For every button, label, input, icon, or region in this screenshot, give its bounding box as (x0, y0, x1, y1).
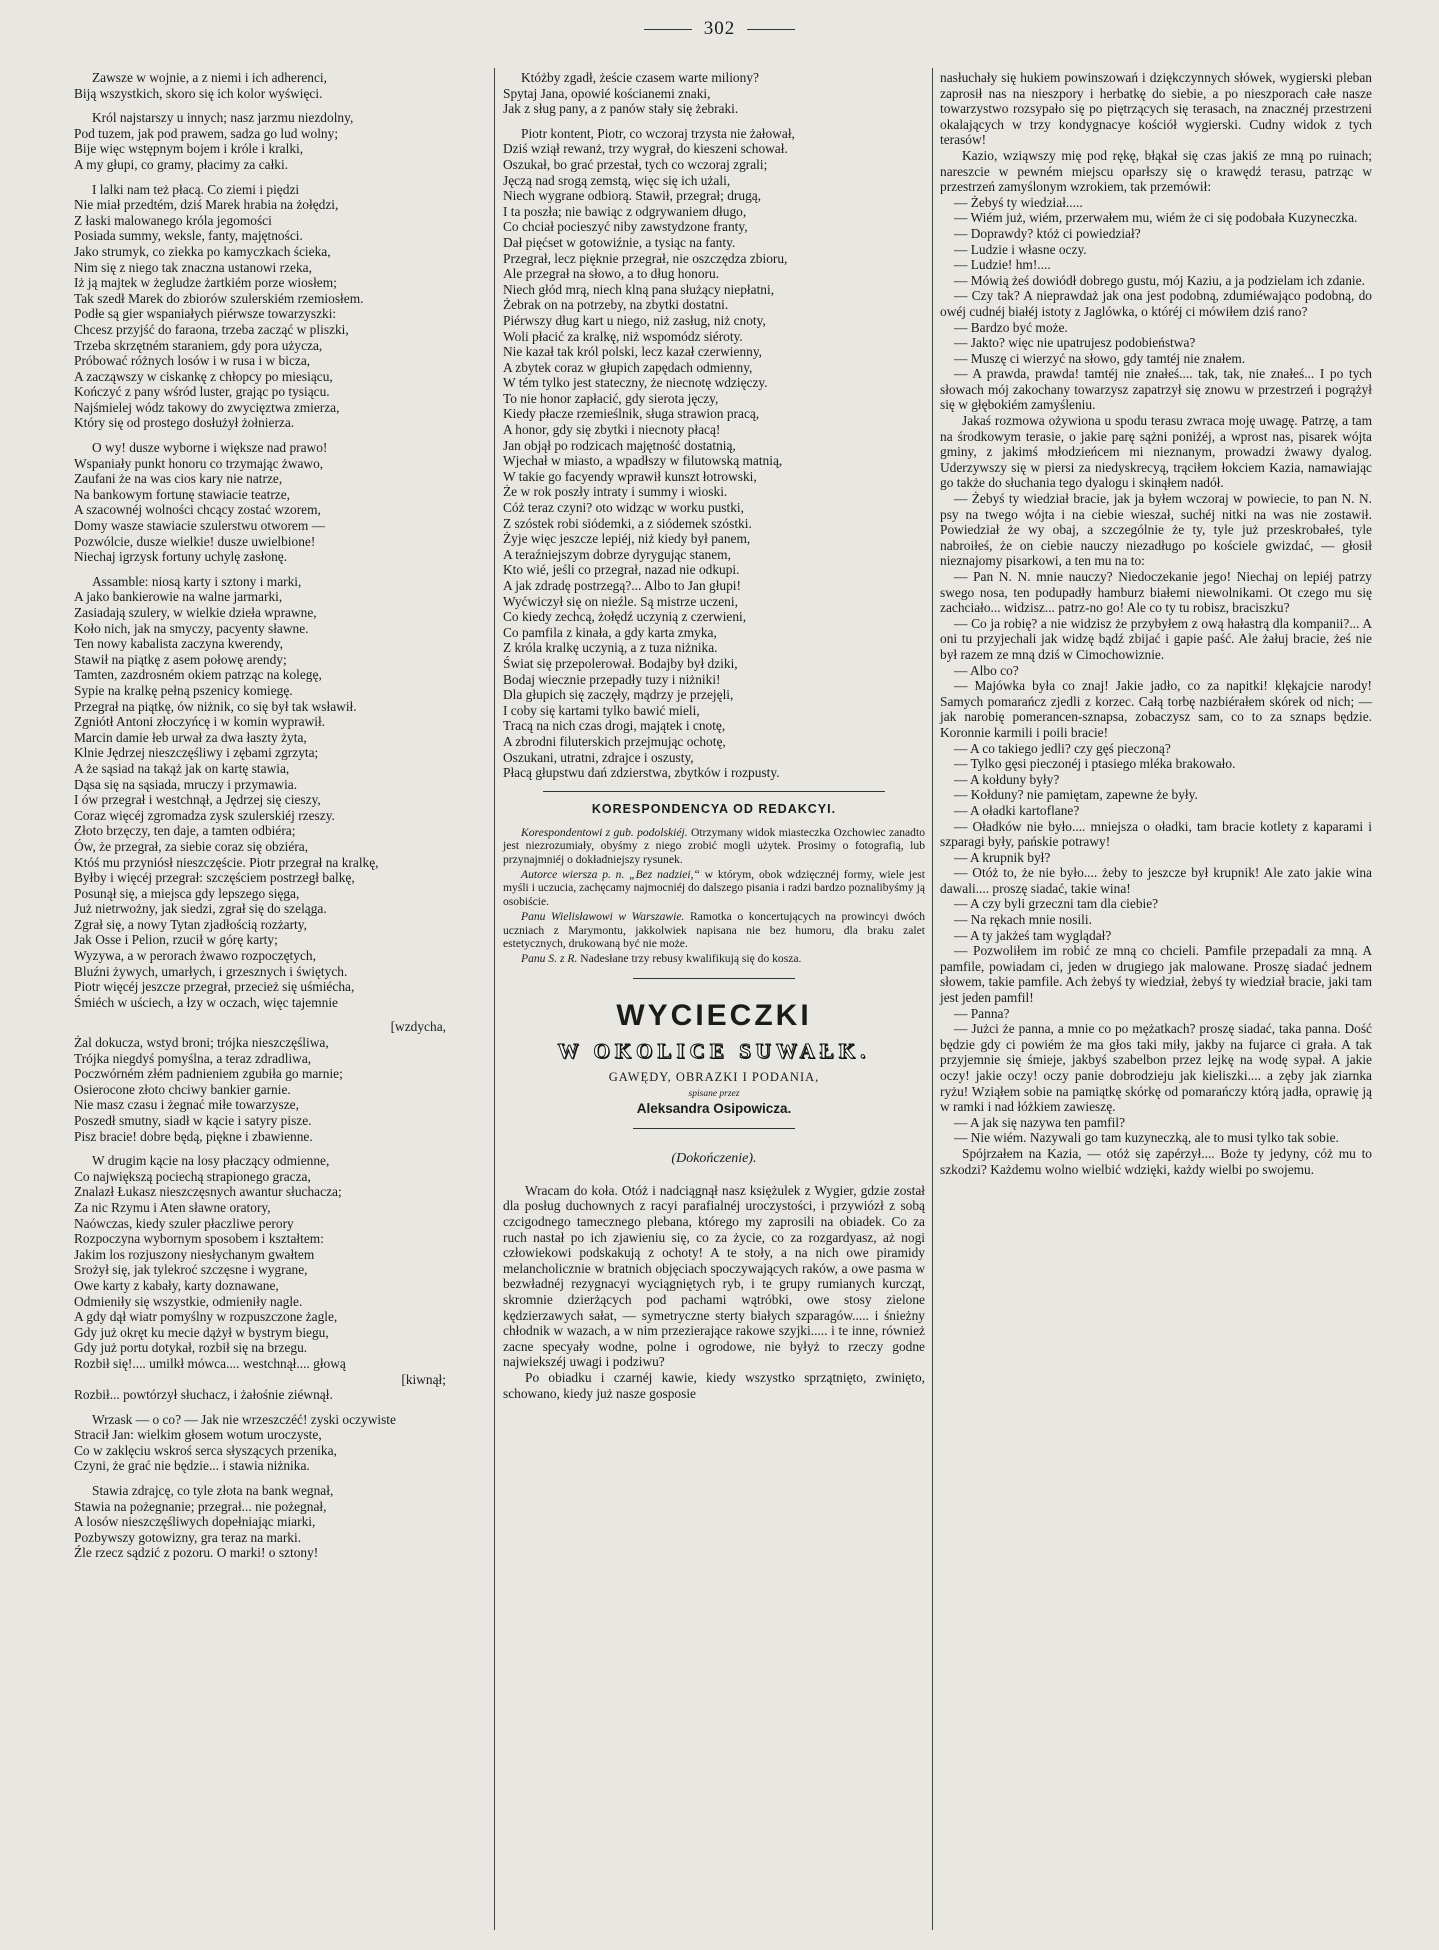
correspondence-addressee: Korespondentowi z gub. podolskiéj. (521, 825, 688, 839)
poem-line: A gdy dął wiatr pomyślny w rozpuszczone żagle, (74, 1309, 338, 1325)
article-title: WYCIECZKI (616, 998, 812, 1032)
poem-line: Wspaniały punkt honoru co trzymając żwawo, (74, 455, 324, 471)
dialogue-line: — Ludzie i własne oczy. (954, 241, 1087, 257)
dialogue-line: — A czy byli grzeczni tam dla ciebie? (954, 896, 1159, 912)
article-author: Aleksandra Osipowicza. (636, 1100, 792, 1116)
correspondence-addressee: Autorce wiersza p. n. „Bez nadziei,“ (521, 867, 700, 881)
poem-line: Wyzywa, a w perorach żwawo rozpoczętych, (74, 948, 316, 964)
poem-line: Tak szedł Marek do zbiorów szulerskiém rzemiosłem. (74, 290, 364, 306)
poem-line: Osierocone złoto chciwy bankier garnie. (74, 1081, 291, 1097)
poem-line: Poszedł smutny, siadł w kącie i satyry pisze. (74, 1113, 312, 1128)
poem-line: Biją wszystkich, skoro się ich kolor wyświęci. (74, 85, 323, 101)
dialogue-line: — Żebyś ty wiedział..... (954, 194, 1083, 210)
poem-stanza (74, 1153, 486, 1403)
poem-line: Nie miał przedtém, dziś Marek hrabia na żołędzi, (74, 197, 339, 213)
poem-line: Rozpoczyna wybornym sposobem i kształtem: (74, 1231, 324, 1247)
poem-line: Dziś wziął rewanż, trzy wygrał, do kieszeni schował. (503, 141, 788, 157)
poem-line: Zaufani że na was cios kary nie natrze, (74, 471, 283, 487)
column-2-poem (503, 70, 925, 781)
poem-line: Śmiéch w uściech, a łzy w oczach, więc tajemnie (74, 994, 338, 1010)
poem-line: Że w rok poszły intraty i summy i wioski. (503, 484, 728, 500)
correspondence-notes (503, 826, 925, 966)
poem-line: Bluźni żywych, umarłych, i grzesznych i świętych. (74, 963, 348, 979)
dialogue-line: — Panna? (954, 1005, 1010, 1021)
dialogue-line: — Na rękach mnie nosili. (954, 912, 1092, 928)
poem-line: Za nic Rzymu i Aten sławne oratory, (74, 1199, 271, 1215)
poem-line: Piotr więcéj jeszcze przegrał, przecież się uśmiécha, (74, 979, 355, 995)
dialogue-line: — Wiém już, wiém, przerwałem mu, wiém że ci się podobała Kuzyneczka. (954, 210, 1358, 226)
poem-line: Kiedy płacze rzemieślnik, sługa strawion pracą, (503, 406, 760, 422)
poem-line: Z szóstek robi siódemki, a z siódemek szóstki. (503, 515, 752, 531)
poem-line: Znalazł Łukasz nieszczęsnych awantur słuchacza; (74, 1184, 342, 1200)
poem-line: Próbować różnych losów i w rusa i w bicza, (74, 353, 311, 369)
column-rule-2 (932, 68, 933, 1930)
poem-line: Co największą pociechą strapionego gracza, (74, 1168, 311, 1184)
poem-line: W takie go facyendy wprawił kunszt łotrowski, (503, 468, 757, 484)
poem-line: Przegrał, lecz pięknie przegrał, nie oszczędza zbioru, (503, 250, 788, 266)
poem-line: Pisz bracie! dobre będą, piękne i zbawienne. (74, 1128, 313, 1144)
poem-line: A honor, gdy się zbytki i niecnoty płacą! (503, 422, 721, 438)
poem-line: Świat się przepolerował. Bodajby był dziki, (503, 655, 738, 671)
poem-stanza (74, 110, 486, 172)
poem-line: Jęczą nad srogą zemstą, więc się ich użali, (503, 172, 731, 188)
dialogue-line: — Pan N. N. mnie nauczy? Niedoczekanie jego! Niechaj on lepiéj patrzy swego nosa, ten podupadły hamburz białemi niewolnikami. Ot czego mu się zachciało... widzisz... patrz-no go! Ale co ty tu robisz, braciszku? (940, 569, 1372, 616)
continuation-note: (Dokończenie). (671, 1150, 757, 1166)
poem-line: Wjechał w miasto, a wpadłszy w filutowską matnią, (503, 453, 783, 469)
article-text-start (503, 1183, 925, 1401)
column-rule-1 (494, 68, 495, 1930)
poem-line: To nie honor zapłacić, gdy sierota jęczy, (503, 390, 719, 406)
dialogue-line: — Muszę ci wierzyć na słowo, gdy tamtéj nie znałem. (954, 350, 1246, 366)
poem-stanza (74, 574, 486, 1011)
article-paragraph: Wracam do koła. Otóż i nadciągnął nasz księżulek z Wygier, gdzie został dla posług duchownych z racyi parafialnéj uroczystości, i przywiózł z sobą czcigodnego tamecznego plebana, którego my zaprosili na obiadek. Co za ruch nastał po ich zjawieniu się, co za życie, co za rozgardyasz, aż nogi człowiekowi podskakują z ochoty! A te stoły, a na nich owe piramidy melancholicznie w bratnich objęciach spoczywających raków, a owe pasma w bezwładnéj rezygnacyi wyciągniętych ryb, i te grupy rumianych kurcząt, skromnie dzierżących pod pachami wątróbki, owe stosy zielone kędzierzawych sałat, — symetryczne sterty białych szparagów..... i śnieżny chłodnik w wazach, a w nim przezierające rakowe szyjki..... i te inne, również zacne specyały wodne, polne i ogrodowe, nie byłyż to rzeczy godne najwiekszéj uwagi i podziwu? (503, 1182, 925, 1370)
poem-line: Pozwólcie, dusze wielkie! dusze uwielbione! (74, 533, 316, 549)
poem-line: Oszukał, bo grać przestał, tych co wczoraj zgrali; (503, 156, 768, 172)
poem-line: A losów nieszczęśliwych dopełniając miarki, (74, 1514, 316, 1530)
dialogue-line: — A co takiego jedli? czy gęś pieczoną? (954, 740, 1171, 756)
poem-line: Któżby zgadł, żeście czasem warte miliony? (521, 70, 759, 85)
poem-line: W drugim kącie na losy płaczący odmienne, (92, 1153, 330, 1169)
poem-line: Zgniótł Antoni złoczyńcę i w komin wyprawił. (74, 714, 326, 730)
poem-line: Bije więc wstępnym bojem i króle i kralki, (74, 141, 304, 157)
poem-line: Cóż teraz czyni? oto widząc w worku pustki, (503, 500, 744, 516)
poem-line: Wyćwiczył się on nieźle. Są mistrze uczeni, (503, 593, 738, 609)
dialogue-line: — Nie wiém. Nazywali go tam kuzyneczką, ale to musi tylko tak sobie. (954, 1130, 1339, 1146)
poem-line: Nie kazał tak król polski, lecz kazał czerwienny, (503, 344, 763, 360)
poem-line: Kto wié, jeśli co przegrał, nazad nie odkupi. (503, 562, 740, 578)
poem-line: A zbytek coraz w głupich zapędach odmienny, (503, 359, 753, 375)
poem-line: Gdy już portu dotykał, rozbił się na brzegu. (74, 1340, 308, 1356)
correspondence-addressee: Panu S. z R. (521, 952, 578, 966)
poem-line: Wrzask — o co? — Jak nie wrzeszczéć! zyski oczywiste (92, 1411, 396, 1427)
poem-line: Sypie na kralkę pełną pszenicy komiegę. (74, 682, 293, 698)
dialogue-line: — A krupnik był? (954, 849, 1051, 865)
dialogue-line: — Otóż to, że nie było.... żeby to jeszcze był krupnik! Ale zato jakie wina dawali.... proszę siadać, takie wina! (940, 865, 1372, 896)
article-paragraph: Kazio, wziąwszy mię pod rękę, błąkał się czas jakiś ze mną po ruinach; nareszcie w pewném miejscu oparłszy się o krawędź terasu, patrząc w przestrzeń zamyślonym wzrokiem, tak przemówił: (940, 147, 1372, 195)
poem-line: Naówczas, kiedy szuler płaczliwe perory (74, 1215, 294, 1231)
folio-dash-left (644, 29, 692, 30)
poem-line: Stracił Jan: wielkim głosem wotum uroczyste, (74, 1427, 322, 1443)
poem-line: Jakim los rozjuszony niesłychanym gwałtem (74, 1246, 315, 1262)
poem-line: Najśmielej wódz takowy do zwycięztwa zmierza, (74, 399, 340, 415)
poem-line: Stawił na piątkę z asem połowę arendy; (74, 651, 287, 667)
correspondence-note (503, 910, 925, 950)
dialogue-line: — Majówka była co znaj! Jakie jadło, co za napitki! klękajcie narody! Samych pomarańcz zjedli z korzec. Całą torbę nazbiérałem skórek od nich; — jak narobię pomerancen-sznapsa, zobaczysz sam, co to za sznaps będzie. Koronnie karmili i poili bracie! (940, 678, 1372, 740)
poem-line: I ów przegrał i westchnął, a Jędrzej się cieszy, (74, 792, 321, 808)
dialogue-line: — Oładków nie było.... mniejsza o oładki, tam bracie kotlety z kaparami i szparagi były, pańskie potrawy! (940, 818, 1372, 850)
poem-line: Ten nowy kabalista zaczyna kwerendy, (74, 636, 284, 652)
article-title-decorative: W OKOLICE SUWAŁK. (557, 1038, 871, 1063)
poem-line: Bodaj wiecznie przepadły tuzy i niżniki! (503, 671, 721, 687)
poem-line: A zbrodni filuterskich przejmując ochotę, (503, 733, 726, 749)
correspondence-text: Ramotka o koncertujących na prowincyi dwóch uczniach z Marymontu, jakkolwiek napisana nie bez humoru, dla braku zalet estetycznych, drukowaną być nie może. (503, 910, 925, 950)
poem-line: Żal dokucza, wstyd broni; trójka nieszczęśliwa, (74, 1035, 329, 1051)
poem-stanza (74, 70, 486, 101)
poem-line: W tém tylko jest stateczny, że niecnotę wdzięczy. (503, 375, 768, 391)
poem-line: Jako strumyk, co ziekka po kamyczkach ścieka, (74, 243, 331, 259)
title-divider (633, 1128, 795, 1129)
poem-line: Iż ją majtek w żegludze żartkiém porze wiosłem; (74, 275, 337, 291)
dialogue-line: — Pozwoliłem im robić ze mną co chcieli. Pamfile przepadali za mną. A pamfile, powiadam ci, jeden w drugiego jak malowane. Proszę siadać jednem słowem, takie pamfile. Ach żebyś ty wiedział, żebyś ty wiedział bracie, jaki tam jest jeden pamfil! (940, 943, 1372, 1006)
poem-stanza (74, 440, 486, 565)
poem-line: A szacownéj wolności chcący zostać wzorem, (74, 502, 321, 518)
poem-line: [kiwnął; (401, 1371, 446, 1387)
poem-line: Domy wasze stawiacie szulerstwu otworem — (74, 518, 326, 534)
poem-line: Podłe są gier wspaniałych piérwsze towarzyszki: (74, 306, 337, 322)
article-paragraph: nasłuchały się hukiem powinszowań i dziękczynnych słówek, wygierski pleban zaprosił nas na nieszpory i herbatkę do siebie, a po nieszporach całe nasze towarzystwo rozsypało się po piętrzących się terasach, na znacznéj przestrzeni okalających w trzy kondygnacye kościół wygierski. Cudny widok z tych terasów! (940, 70, 1372, 148)
poem-line: Niech głód mrą, niech klną pana służący niepłatni, (503, 281, 775, 297)
column-3-article-text (940, 70, 1372, 1177)
poem-stanza (74, 182, 486, 432)
poem-stanza (74, 1019, 486, 1144)
dialogue-line: — Doprawdy? któż ci powiedział? (954, 225, 1141, 241)
poem-line: Który się od prostego dosłużył żołnierza. (74, 415, 295, 431)
poem-line: Tamten, zazdrosném okiem patrząc na kolegę, (74, 667, 322, 683)
poem-line: Na bankowym fortunę stawiacie teatrze, (74, 486, 291, 502)
dialogue-line: — Jakto? więc nie upatrujesz podobieństwa? (954, 335, 1196, 351)
poem-line: Pozbywszy gotowizny, gra teraz na marki. (74, 1529, 302, 1545)
poem-stanza (74, 1483, 486, 1561)
section-divider-short (633, 978, 795, 979)
section-divider (543, 791, 885, 792)
page-number: 302 (0, 18, 1439, 40)
poem-line: Dał pięćset w gotowiźnie, a tysiąc na fanty. (503, 234, 736, 250)
poem-line: A że sąsiad na takąż jak on kartę stawia, (74, 760, 290, 776)
article-paragraph: Po obiadku i czarnéj kawie, kiedy wszystko sprzątnięto, zwinięto, schowano, kiedy już nasze gosposie (503, 1369, 925, 1401)
poem-line: Stawia zdrajcę, co tyle złota na bank wegnał, (92, 1483, 334, 1499)
poem-line: Trzeba skrzętném staraniem, gdy pora użycza, (74, 337, 323, 353)
poem-line: Klnie Jędrzej nieszczęśliwy i zębami zgrzyta; (74, 745, 319, 761)
dialogue-line: — A kołduny były? (954, 771, 1060, 787)
poem-line: Źle rzecz sądzić z pozoru. O marki! o sztony! (74, 1545, 319, 1561)
poem-line: Nim się z niego tak znaczna ustanowi rzeka, (74, 259, 312, 275)
poem-line: Co chciał pocieszyć niby zawstydzone franty, (503, 219, 748, 235)
correspondence-text: Otrzymany widok miasteczka Ozchowiec zanadto jest niezrozumiały, obyśmy z niego zrobić mogli użytek. Prosimy o fotografią, lub przynajmniéj o dokładniejszy rysunek. (503, 825, 925, 866)
dialogue-line: — Kołduny? nie pamiętam, zapewne że były. (954, 787, 1198, 803)
poem-line: A jako bankierowie na walne jarmarki, (74, 589, 283, 605)
correspondence-note (503, 868, 925, 908)
dialogue-line: — A jak się nazywa ten pamfil? (954, 1114, 1126, 1130)
dialogue-line: — Jużci że panna, a mnie co po mężatkach? proszę siadać, taka panna. Dość będzie gdy ci powiém że ma głos taki miły, jakby na fujarce ci grała. A tak przyjemnie się śmieje, jakbyś szabelbon przez lejkę na wodę sypał. A jakie oczy! jakie oczy! oczy panie dobrodzieju jak kieliszki.... a zęby jak ziarnka ryżu! Wziąłem sobie na pamiątkę skórkę od pomarańczy którą jadła, oprawię ją w ramki i nad łóżkiem zawieszę. (940, 1021, 1372, 1115)
article-subtitle: GAWĘDY, OBRAZKI I PODANIA, (608, 1069, 820, 1084)
poem-line: Zgrał się, a nowy Tytan zjadłością rozżarty, (74, 916, 307, 932)
article-paragraph: Spójrzałem na Kazia, — otóż się zapérzył.... Boże ty jedyny, cóż mu to szkodzi? Każdemu wolno wielbić wdzięki, każdy wielbi po swojemu. (940, 1145, 1372, 1177)
poem-line: A zacząwszy w ciskankę z chłopcy po miesiącu, (74, 368, 333, 384)
poem-line: Nie masz czasu i żegnać miłe towarzysze, (74, 1097, 299, 1113)
poem-line: Z króla kralkę uczynią, a z tuza niżnika. (503, 640, 718, 656)
poem-line: Ale przegrał na słowo, a to dług honoru. (503, 266, 720, 282)
poem-line: Koło nich, jak na smyczy, pacyenty sławne. (74, 620, 309, 636)
correspondence-text: Nadesłane trzy rebusy kwalifikują się do kosza. (577, 952, 802, 966)
poem-line: A jak zdradę postrzegą?... Albo to Jan głupi! (503, 578, 741, 593)
poem-line: Chcesz przyjść do faraona, trzeba zacząć w pliszki, (74, 321, 349, 337)
poem-line: Co w zaklęciu wskroś serca słyszących przenika, (74, 1442, 337, 1458)
poem-stanza (503, 70, 925, 117)
dialogue-line: — Czy tak? A nieprawdaż jak ona jest podobną, zdumiéwająco podobną, do owéj cudnéj białéj istoty z Jaglówka, o któréj ci mówiłem dziś rano? (940, 288, 1372, 319)
dialogue-line: — A oładki kartoflane? (954, 802, 1080, 818)
dialogue-line: — Bardzo być może. (954, 319, 1068, 335)
poem-line: Posunął się, a miejsca gdy lepszego sięga, (74, 885, 300, 901)
dialogue-line: — Co ja robię? a nie widzisz że przybyłem z ową hałastrą dla kompanii?... A oni tu przyjechali jak widzę bądź zbijać i gapie paść. Ale żałuj bracie, żeś nie był razem ze mną dziś w Cimochowiznie. (940, 615, 1372, 662)
poem-line: I ta poszła; nie bawiąc z odgrywaniem długo, (503, 203, 747, 219)
poem-line: Spytaj Jana, opowié kościanemi znaki, (503, 85, 711, 101)
poem-line: Pod tuzem, jak pod prawem, sadza go lud wolny; (74, 125, 339, 141)
dialogue-line: — A ty jakżeś tam wyglądał? (954, 927, 1112, 943)
poem-line: I coby się kartami tylko bawić mieli, (503, 702, 700, 718)
article-byline-prefix: spisane przez (688, 1088, 740, 1099)
poem-line: Rozbił... powtórzył słuchacz, i żałośnie ziéwnął. (74, 1387, 333, 1403)
poem-line: Srożył się, jak tylekroć szczęsne i wygrane, (74, 1262, 308, 1278)
correspondence-addressee: Panu Wielisławowi w Warszawie. (521, 910, 685, 924)
poem-line: Odmieniły się wszystkie, odmieniły nagle. (74, 1293, 303, 1309)
poem-line: O wy! dusze wyborne i większe nad prawo! (92, 440, 328, 456)
poem-line: Zasiadają szulery, w wielkie dzieła wprawne, (74, 605, 317, 620)
correspondence-note (503, 826, 925, 866)
poem-line: Tracą na nich czas drogi, majątek i cnotę, (503, 718, 726, 734)
poem-line: Kończyć z pany wśród luster, grając po tysiącu. (74, 384, 330, 400)
poem-line: Któś mu przyniósł nieszczęście. Piotr przegrał na kralkę, (74, 854, 379, 870)
column-2 (503, 70, 925, 1401)
poem-line: [wzdycha, (390, 1019, 446, 1035)
dialogue-line: — Tylko gęsi pieczonéj i ptasiego mléka brakowało. (954, 756, 1236, 772)
dialogue-line: — Żebyś ty wiedział bracie, jak ja byłem wczoraj w powiecie, to pan N. N. psy na twego wójta i na ciebie wieszał, suchéj nitki na was nie zostawił. Powiedział że wy obaj, a szczególnie że ty, tyle już przeskrobałeś, tyle nabroiłeś, że on ciebie nauczy niezadługo po kościele gwizdać, — głosił nieznajomy pisarkowi, a ten mu na to: (940, 491, 1372, 569)
poem-line: Rozbił się!.... umilkł mówca.... westchnął.... głową (74, 1355, 346, 1371)
folio-dash-right (747, 29, 795, 30)
poem-line: Złoto brzęczy, ten daje, a tamten odbiéra; (74, 823, 296, 839)
poem-line: Byłby i więcéj przegrał: szczęściem postrzegł balkę, (74, 870, 355, 886)
poem-line: Jak z sług pany, a z panów stały się żebraki. (503, 101, 739, 117)
poem-line: Oszukani, utratni, zdrajce i oszusty, (503, 749, 694, 765)
dialogue-line: — Albo co? (954, 662, 1019, 678)
poem-line: A my głupi, co gramy, płacimy za całki. (74, 156, 289, 172)
poem-line: Już nietrwożny, jak siedzi, zgrał się do szeląga. (74, 901, 327, 917)
poem-line: Zawsze w wojnie, a z niemi i ich adherenci, (92, 70, 327, 85)
poem-line: Poczwórném złém padnieniem zgubiła go marnie; (74, 1066, 343, 1082)
correspondence-note (503, 952, 925, 965)
poem-line: Marcin damie łeb urwał za dwa łaszty żyta, (74, 729, 307, 745)
poem-line: Ów, że przegrał, za siebie coraz się obziéra, (74, 838, 309, 854)
poem-line: Woli płacić za kralkę, niż wspomódz siéroty. (503, 328, 743, 344)
dialogue-line: — Ludzie! hm!.... (954, 257, 1051, 273)
poem-line: Żebrak on na potrzeby, na zbytki dostatni. (503, 297, 729, 313)
poem-line: Niechaj igrzysk fortuny uchylę zasłonę. (74, 549, 288, 565)
poem-line: Żyje więc jeszcze lepiéj, niż kiedy był panem, (503, 531, 751, 547)
poem-line: Co pamfila z kinała, a gdy karta zmyka, (503, 624, 717, 640)
poem-line: Posiada summy, weksle, fanty, majętności. (74, 228, 303, 244)
poem-stanza (74, 1412, 486, 1474)
poem-line: Stawia na pożegnanie; przegrał... nie pożegnał, (74, 1498, 327, 1514)
poem-line: I lalki nam też płacą. Co ziemi i piędzi (92, 181, 300, 197)
poem-line: Piérwszy dług kart u niego, niż zasług, niż cnoty, (503, 312, 766, 328)
poem-line: Trójka niegdyś pomyślna, a teraz zdradliwa, (74, 1050, 312, 1066)
dialogue-line: — Mówią żeś dowiódł dobrego gustu, mój Kaziu, a ja podzielam ich zdanie. (954, 272, 1365, 288)
poem-line: Niech wygrane odbiorą. Stawił, przegrał; drugą, (503, 188, 762, 204)
correspondence-heading: KORESPONDENCYA OD REDAKCYI. (591, 801, 837, 816)
poem-line: Przegrał na piątkę, ów niżnik, co się był tak wsławił. (74, 698, 357, 714)
poem-line: A teraźniejszym dobrze dyrygując stanem, (503, 546, 731, 562)
poem-line: Coraz więcéj zgromadza zysk szulerskiéj rzeszy. (74, 807, 335, 823)
poem-line: Piotr kontent, Piotr, co wczoraj trzysta nie żałował, (521, 125, 795, 141)
correspondence-text: w którym, obok wdzięcznéj formy, wiele jest myśli i uczucia, zachęcamy najmocniéj do dalszego pisania i radzi bardzo poznalibyśmy ją osobiście. (503, 867, 926, 908)
poem-line: Gdy już okręt ku mecie dążył w bystrym biegu, (74, 1324, 329, 1340)
poem-line: Król najstarszy u innych; nasz jarzmu niezdolny, (92, 110, 354, 126)
column-1-poem (74, 70, 486, 1570)
poem-line: Dla głupich się zaczęły, mądrzy je przejęli, (503, 687, 734, 703)
poem-line: Owe karty z kabały, karty doznawane, (74, 1277, 279, 1293)
poem-line: Dąsa się na sąsiada, mruczy i przymawia. (74, 776, 298, 792)
poem-line: Płacą głupstwu dań zdzierstwa, zbytków i rozpusty. (503, 765, 780, 781)
poem-line: Z łaski malowanego króla jegomości (74, 212, 272, 228)
poem-line: Co kiedy zechcą, żołędź uczynią z czerwieni, (503, 609, 747, 625)
poem-line: Jan objął po rodzicach majętność dostatnią, (503, 437, 736, 453)
poem-line: Jak Osse i Pelion, rzucił w górę karty; (74, 932, 278, 948)
dialogue-line: — A prawda, prawda! tamtéj nie znałeś.... tak, tak, nie znałeś... I po tych słowach mój zakochany towarzysz zapatrzył się znowu w przestrzeń i pogrążył się w głębokiém zamyśleniu. (940, 366, 1372, 413)
poem-line: Czyni, że grać nie będzie... i stawia niżnika. (74, 1458, 310, 1474)
article-paragraph: Jakaś rozmowa ożywiona u spodu terasu zwraca moję uwagę. Patrzę, a tam na środkowym terasie, o jakie parę sążni poniżéj, a wprost nas, pisarek wójta gminy, z jakimś młodzieńcem mi nieznanym, prowadzi żwawy dyalog. Uderzywszy się w piersi za niedyskrecyą, trąciłem łokciem Kazia, namawiając go także do słuchania tego dyalogu i skinąłem nadół. (940, 413, 1372, 491)
poem-line: Assamble: niosą karty i sztony i marki, (92, 573, 302, 589)
poem-stanza (503, 126, 925, 781)
